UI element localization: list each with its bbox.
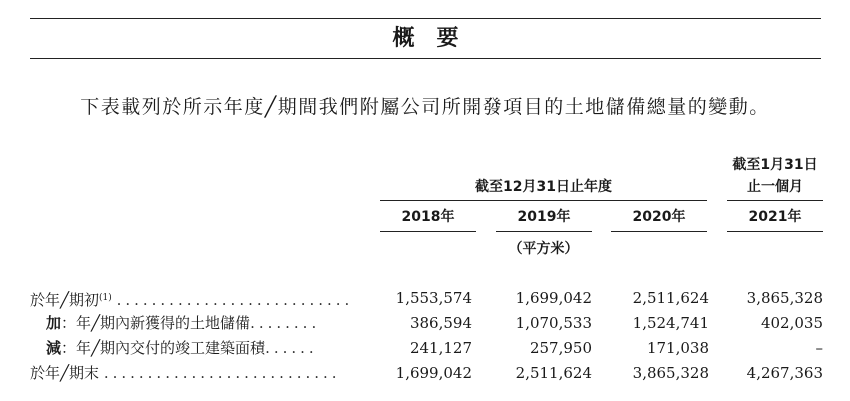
- table-cell: 3,865,328: [746, 289, 823, 307]
- table-cell: 1,699,042: [395, 364, 472, 382]
- table-cell: 2,511,624: [515, 364, 592, 382]
- period-col-underline: [727, 200, 823, 201]
- year-header-2021: 2021年: [748, 209, 802, 225]
- year-header-2019: 2019年: [517, 209, 571, 225]
- row-prefix: 減: [46, 339, 62, 357]
- year-underline-2019: [496, 231, 592, 232]
- table-cell: 4,267,363: [746, 364, 823, 382]
- dot-leader: ...........................: [103, 364, 341, 382]
- dot-leader: ...........................: [116, 291, 354, 309]
- table-cell: 1,699,042: [515, 289, 592, 307]
- year-group-label: 截至12月31日止年度: [475, 179, 612, 195]
- row-label-text: ：年╱期內交付的竣工建築面積: [61, 339, 266, 357]
- table-cell: 241,127: [409, 339, 472, 357]
- period-col-label-line1: 截至1月31日: [732, 157, 818, 173]
- year-underline-2020: [611, 231, 707, 232]
- table-cell: 171,038: [646, 339, 709, 357]
- row-label: [30, 288, 370, 310]
- table-cell: 3,865,328: [632, 364, 709, 382]
- row-prefix: 加: [46, 314, 62, 332]
- period-col-label-line2: 止一個月: [747, 179, 803, 195]
- section-bottom-rule: [30, 58, 821, 59]
- unit-label: （平方米）: [508, 241, 579, 257]
- intro-paragraph: 下表載列於所示年度╱期間我們附屬公司所開發項目的土地儲備總量的變動。: [80, 96, 770, 118]
- table-cell: 2,511,624: [632, 289, 709, 307]
- row-label: [30, 313, 386, 333]
- dot-leader: ......: [265, 339, 318, 357]
- year-group-underline: [380, 200, 707, 201]
- row-label: [30, 363, 370, 383]
- section-title: 概要: [392, 26, 481, 51]
- year-header-2018: 2018年: [401, 209, 455, 225]
- row-label-text: 於年╱期末: [30, 364, 100, 382]
- table-cell: 1,524,741: [632, 314, 709, 332]
- year-header-2020: 2020年: [632, 209, 686, 225]
- row-label-text: 於年╱期初: [30, 291, 100, 309]
- year-underline-2018: [380, 231, 476, 232]
- dot-leader: ........: [250, 314, 321, 332]
- table-cell: 402,035: [760, 314, 823, 332]
- table-cell: 386,594: [409, 314, 472, 332]
- table-cell: –: [815, 339, 823, 357]
- year-underline-2021: [727, 231, 823, 232]
- table-cell: 257,950: [529, 339, 592, 357]
- footnote-ref: (1): [99, 293, 112, 303]
- row-label-text: ：年╱期內新獲得的土地儲備: [61, 314, 251, 332]
- row-label: [30, 338, 386, 358]
- table-cell: 1,070,533: [515, 314, 592, 332]
- section-top-rule: [30, 18, 821, 19]
- table-cell: 1,553,574: [395, 289, 472, 307]
